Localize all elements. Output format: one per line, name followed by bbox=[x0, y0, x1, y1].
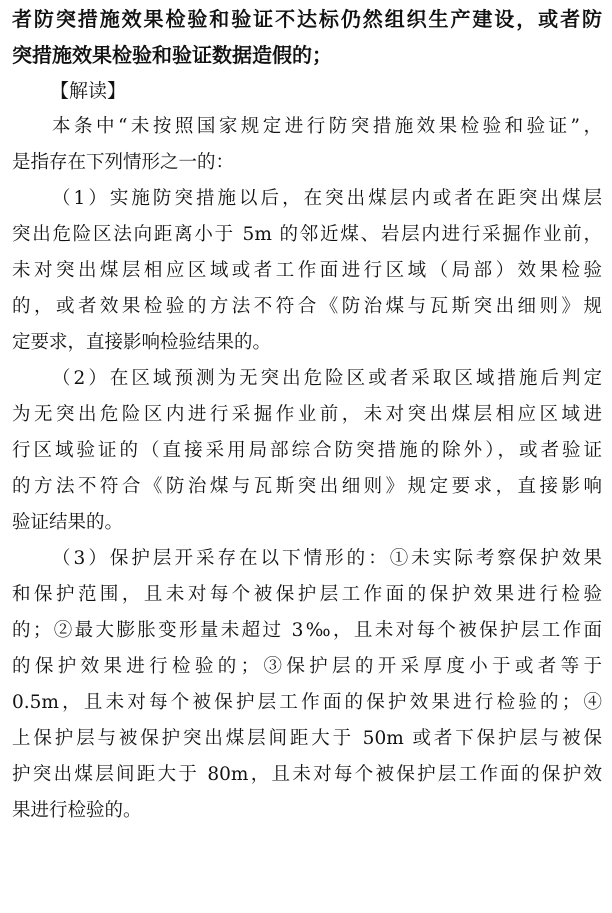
paragraph-item-3 bbox=[12, 541, 602, 829]
para4-line-1: （3）保护层开采存在以下情形的：①未实际考察保护效果 bbox=[52, 548, 602, 569]
para3-line-1: （2）在区域预测为无突出危险区或者采取区域措施后判定 bbox=[52, 368, 602, 389]
para2-line-3: 未对突出煤层相应区域或者工作面进行区域（局部）效果检验 bbox=[12, 260, 602, 281]
para4-line-4: 的保护效果进行检验的；③保护层的开采厚度小于或者等于 bbox=[12, 656, 602, 677]
para2-line-2: 突出危险区法向距离小于 5m 的邻近煤、岩层内进行采掘作业前， bbox=[12, 224, 602, 245]
para3-line-3: 行区域验证的（直接采用局部综合防突措施的除外），或者验证 bbox=[12, 440, 602, 461]
para4-line-7: 护突出煤层间距大于 80m，且未对每个被保护层工作面的保护效 bbox=[12, 764, 602, 785]
paragraph-item-2 bbox=[12, 361, 602, 541]
paragraph-definition bbox=[12, 109, 602, 181]
para4-line-5: 0.5m，且未对每个被保护层工作面的保护效果进行检验的；④ bbox=[12, 692, 602, 713]
intro-paragraph bbox=[12, 0, 602, 73]
para4-line-2: 和保护范围，且未对每个被保护层工作面的保护效果进行检验 bbox=[12, 584, 602, 605]
para3-line-5: 验证结果的。 bbox=[12, 512, 124, 533]
paragraph-item-1 bbox=[12, 181, 602, 361]
intro-line-1: 者防突措施效果检验和验证不达标仍然组织生产建设，或者防 bbox=[12, 7, 602, 31]
para1-line-2: 是指存在下列情形之一的： bbox=[12, 152, 235, 173]
para4-line-8: 果进行检验的。 bbox=[12, 800, 142, 821]
para2-line-1: （1）实施防突措施以后，在突出煤层内或者在距突出煤层 bbox=[52, 188, 602, 209]
para2-line-4: 的，或者效果检验的方法不符合《防治煤与瓦斯突出细则》规 bbox=[12, 296, 602, 317]
para3-line-4: 的方法不符合《防治煤与瓦斯突出细则》规定要求，直接影响 bbox=[12, 476, 602, 497]
section-heading: 【解读】 bbox=[50, 80, 127, 102]
para3-line-2: 为无突出危险区内进行采掘作业前，未对突出煤层相应区域进 bbox=[12, 404, 602, 425]
para1-line-1: 本条中“未按照国家规定进行防突措施效果检验和验证”， bbox=[52, 116, 602, 137]
para2-line-5: 定要求，直接影响检验结果的。 bbox=[12, 332, 272, 353]
para4-line-3: 的；②最大膨胀变形量未超过 3‰，且未对每个被保护层工作面 bbox=[12, 620, 602, 641]
intro-line-2: 突措施效果检验和验证数据造假的； bbox=[12, 43, 332, 67]
para4-line-6: 上保护层与被保护突出煤层间距大于 50m 或者下保护层与被保 bbox=[12, 728, 602, 749]
